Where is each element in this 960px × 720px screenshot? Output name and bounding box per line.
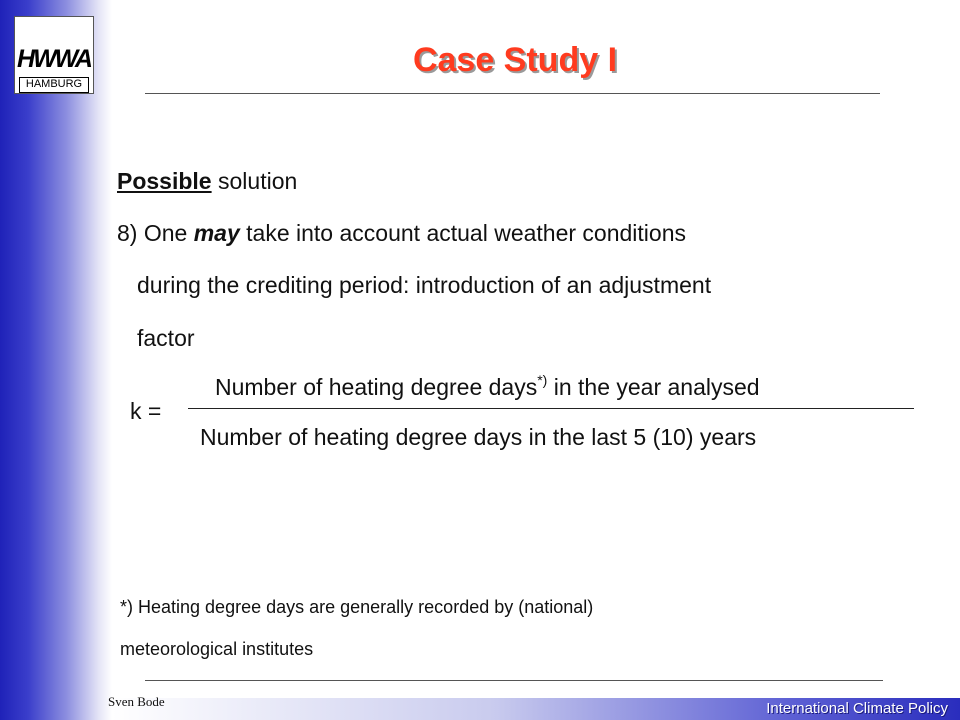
left-gradient-band	[0, 0, 112, 720]
heading-line	[117, 166, 297, 196]
footer-course-label: International Climate Policy	[766, 700, 948, 717]
hwwa-logo	[14, 16, 94, 94]
point-rest: take into account actual weather conditions	[239, 220, 686, 246]
point-emphasis: may	[193, 220, 240, 246]
heading-emphasis: Possible	[117, 168, 212, 194]
author-name: Sven Bode	[108, 694, 165, 709]
logo-main-text: HWWA	[17, 45, 91, 73]
formula-lhs: k =	[130, 398, 162, 424]
formula-numerator	[215, 372, 760, 402]
numerator-text: Number of heating degree days	[215, 374, 538, 400]
heading-rest: solution	[211, 168, 298, 194]
title-divider	[145, 93, 880, 94]
footnote-line-2: meteorological institutes	[120, 639, 314, 659]
point-line-3: factor	[137, 325, 195, 351]
fraction-bar	[188, 408, 914, 409]
footnote-line-1: *) Heating degree days are generally recorded by (national)	[120, 597, 594, 617]
slide-title: Case Study I	[412, 41, 618, 79]
point-line-2: during the crediting period: introduction of an adjustment	[137, 272, 712, 298]
formula-denominator: Number of heating degree days in the last 5 (10) years	[200, 424, 757, 450]
point-prefix: 8) One	[117, 220, 194, 246]
numerator-tail: in the year analysed	[547, 374, 760, 400]
point-line-1	[117, 218, 686, 248]
footer-divider	[145, 680, 883, 681]
logo-sub-text: HAMBURG	[19, 77, 89, 93]
numerator-superscript: *)	[537, 372, 548, 388]
